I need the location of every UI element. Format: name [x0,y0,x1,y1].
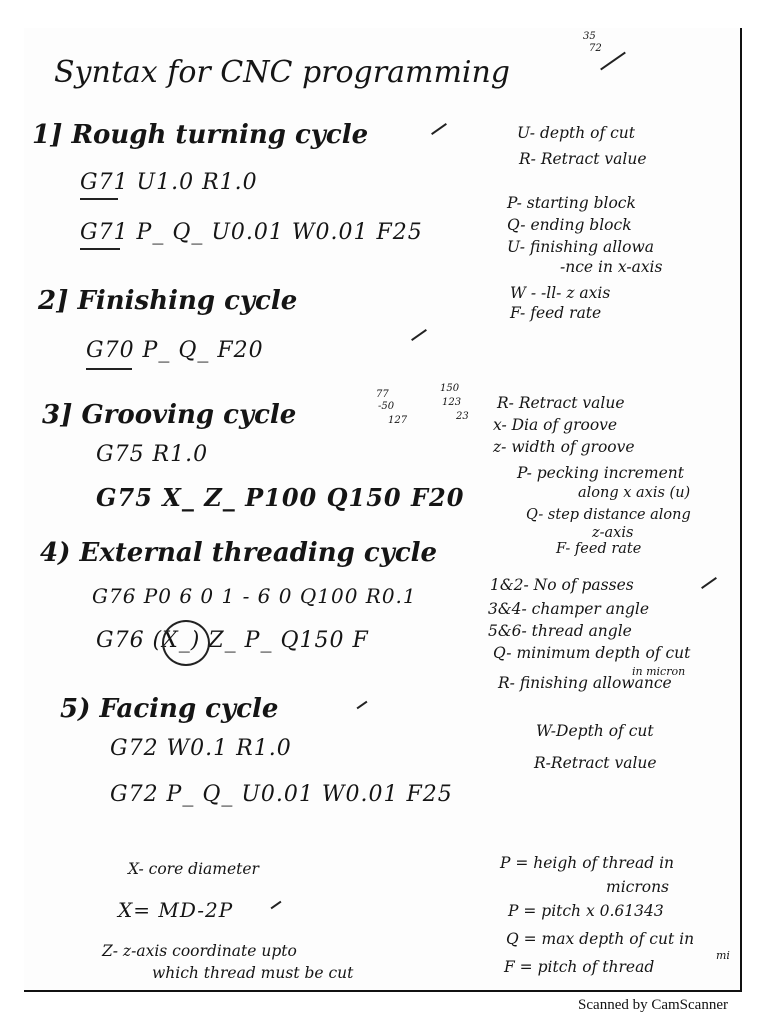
note-r-retract: R- Retract value [497,394,625,412]
note-p-height: P = heigh of thread in [500,854,675,872]
calc-value: -50 [378,401,395,412]
code-g70-line1: G70 P_ Q_ F20 [86,338,264,363]
calc-value: 150 [440,383,460,394]
code-g71-line1: G71 U1.0 R1.0 [80,170,258,195]
heading-grooving: 3] Grooving cycle [42,400,297,430]
note-w-zaxis: W - -ll- z axis [510,284,611,302]
underline [80,248,120,250]
note-u-finish: U- finishing allowa [507,238,654,256]
code-g71-line2: G71 P_ Q_ U0.01 W0.01 F25 [80,220,423,245]
note-r-finishing: R- finishing allowance [498,674,672,692]
heading-facing: 5) Facing cycle [60,694,279,724]
note-p-pecking: P- pecking increment [517,464,684,482]
calc-value: 77 [376,389,389,400]
note-passes: 1&2- No of passes [490,576,634,594]
corner-note-top: 35 [583,31,596,42]
underline [86,368,132,370]
note-r-retract: R- Retract value [519,150,647,168]
scanner-watermark: Scanned by CamScanner [578,997,728,1013]
corner-note-bottom: 72 [589,43,602,54]
note-p-start: P- starting block [507,194,636,212]
code-g76-line2: G76 (X_) Z_ P_ Q150 F [96,628,369,653]
note-champer: 3&4- champer angle [488,600,649,618]
heading-rough-turning: 1] Rough turning cycle [32,120,369,150]
formula-q: Q = max depth of cut in [506,930,695,948]
underline [80,198,118,200]
note-f-feed: F- feed rate [510,304,602,322]
note-w-depth: W-Depth of cut [536,722,654,740]
note-q-micron: in micron [632,665,686,678]
heading-external-threading: 4) External threading cycle [40,538,438,568]
note-x-core: X- core diameter [128,860,259,878]
circled-x-mark [162,620,210,666]
note-p-pecking-cont: along x axis (u) [578,485,691,501]
code-g72-line2: G72 P_ Q_ U0.01 W0.01 F25 [110,782,453,807]
note-z-width: z- width of groove [493,438,635,456]
note-q-min-depth: Q- minimum depth of cut [493,644,691,662]
note-q-end: Q- ending block [507,216,632,234]
note-z-axis: Z- z-axis coordinate upto [102,942,297,960]
code-g76-line1: G76 P0 6 0 1 - 6 0 Q100 R0.1 [92,584,417,608]
formula-x: X= MD-2P [118,898,234,922]
calc-value: 123 [442,397,462,408]
note-x-dia: x- Dia of groove [493,416,618,434]
heading-finishing: 2] Finishing cycle [38,286,298,316]
formula-f: F = pitch of thread [504,958,655,976]
formula-q-unit: mi [716,949,730,962]
note-thread-angle: 5&6- thread angle [488,622,632,640]
code-g75-line1: G75 R1.0 [96,442,209,467]
note-u-depth: U- depth of cut [517,124,635,142]
code-g72-line1: G72 W0.1 R1.0 [110,736,292,761]
note-q-step: Q- step distance along [526,507,691,523]
note-p-microns: microns [606,878,670,896]
note-q-step-cont: z-axis [592,525,634,541]
calc-value: 23 [456,411,469,422]
formula-p: P = pitch x 0.61343 [508,902,664,920]
calc-value: 127 [388,415,408,426]
code-g75-line2: G75 X_ Z_ P100 Q150 F20 [96,483,465,512]
note-u-finish-cont: -nce in x-axis [560,258,663,276]
page-title: Syntax for CNC programming [54,55,511,90]
note-f-feed: F- feed rate [556,541,642,557]
note-r-retract: R-Retract value [534,754,657,772]
note-z-axis-cont: which thread must be cut [152,964,354,982]
